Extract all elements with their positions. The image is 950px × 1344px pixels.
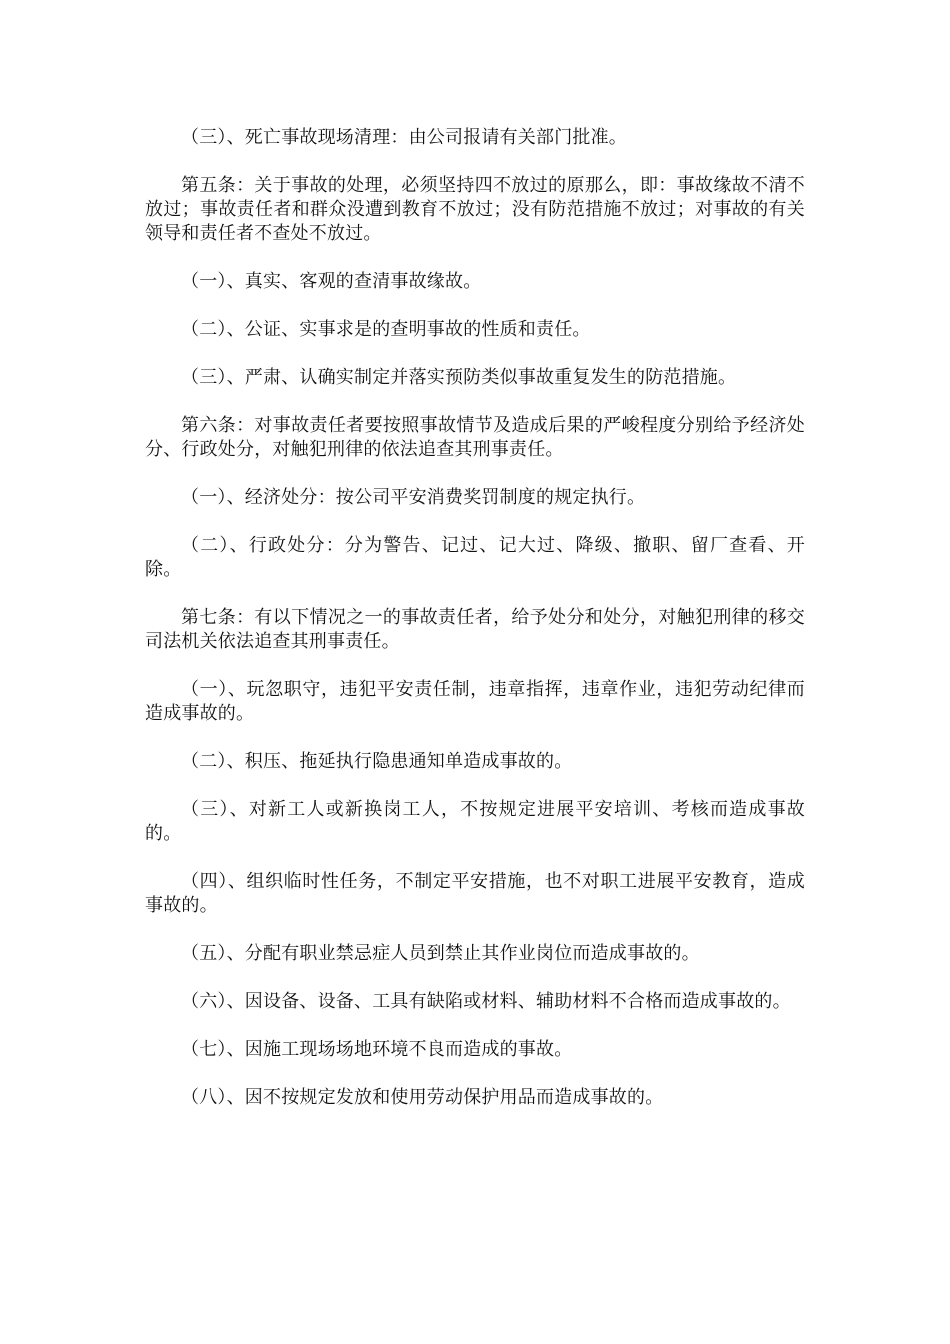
paragraph-4: （二）、公证、实事求是的查明事故的性质和责任。	[181, 319, 591, 340]
paragraph-9: 第七条：有以下情况之一的事故责任者，给予处分和处分，对触犯刑律的移交司法机关依法追查其刑事责任。	[145, 607, 805, 652]
paragraph-12: （三）、对新工人或新换岗工人，不按规定进展平安培训、考核而造成事故的。	[145, 799, 805, 844]
paragraph-6: 第六条：对事故责任者要按照事故情节及造成后果的严峻程度分别给予经济处分、行政处分，对触犯刑律的依法追查其刑事责任。	[145, 415, 805, 460]
paragraph-15: （六）、因设备、设备、工具有缺陷或材料、辅助材料不合格而造成事故的。	[181, 991, 791, 1012]
paragraph-7: （一）、经济处分：按公司平安消费奖罚制度的规定执行。	[181, 487, 646, 508]
paragraph-5: （三）、严肃、认确实制定并落实预防类似事故重复发生的防范措施。	[181, 367, 737, 388]
paragraph-14: （五）、分配有职业禁忌症人员到禁止其作业岗位而造成事故的。	[181, 943, 700, 964]
paragraph-11: （二）、积压、拖延执行隐患通知单造成事故的。	[181, 751, 573, 772]
paragraph-8: （二）、行政处分：分为警告、记过、记大过、降级、撤职、留厂查看、开除。	[145, 535, 805, 580]
document-body	[145, 126, 805, 1134]
paragraph-3: （一）、真实、客观的查清事故缘故。	[181, 271, 482, 292]
paragraph-1: （三）、死亡事故现场清理：由公司报请有关部门批准。	[181, 127, 627, 148]
paragraph-16: （七）、因施工现场场地环境不良而造成的事故。	[181, 1039, 573, 1060]
paragraph-17: （八）、因不按规定发放和使用劳动保护用品而造成事故的。	[181, 1087, 664, 1108]
paragraph-10: （一）、玩忽职守，违犯平安责任制，违章指挥，违章作业，违犯劳动纪律而造成事故的。	[145, 679, 805, 724]
paragraph-2: 第五条：关于事故的处理，必须坚持四不放过的原那么，即：事故缘故不清不放过；事故责任者和群众没遭到教育不放过；没有防范措施不放过；对事故的有关领导和责任者不查处不放过。	[145, 175, 805, 244]
paragraph-13: （四）、组织临时性任务，不制定平安措施，也不对职工进展平安教育，造成事故的。	[145, 871, 805, 916]
